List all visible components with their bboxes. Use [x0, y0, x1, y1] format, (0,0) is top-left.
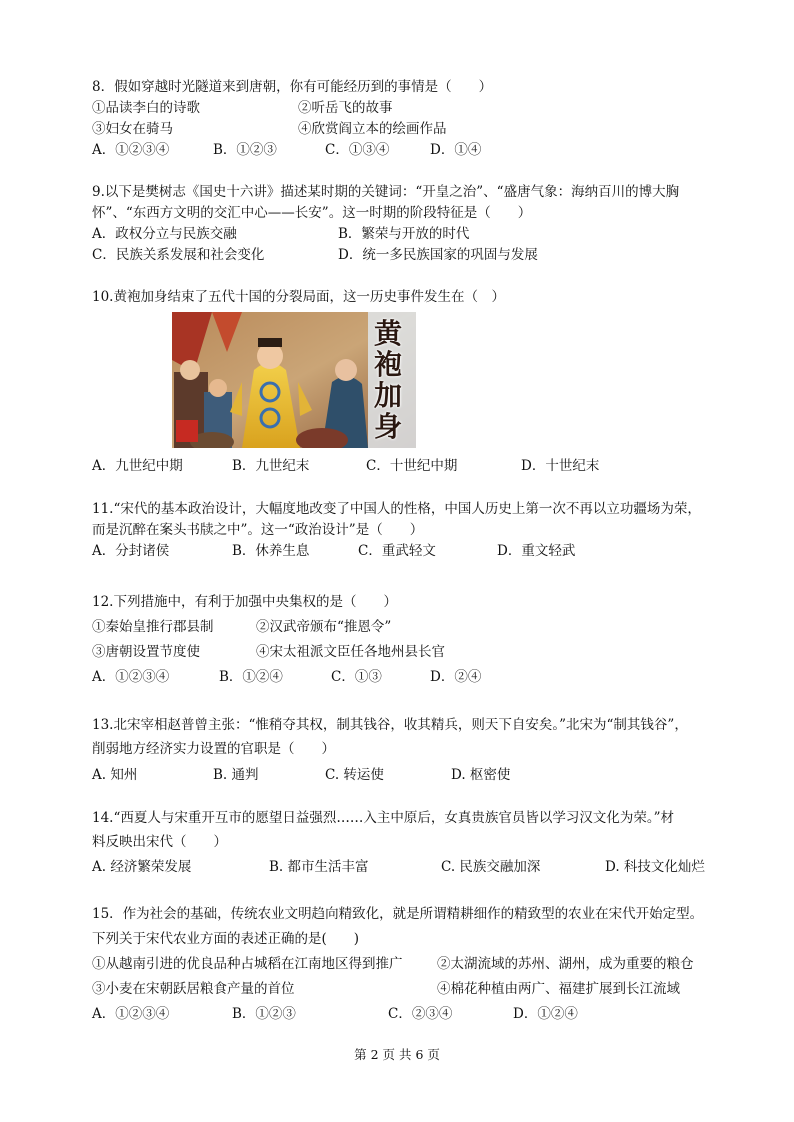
q14-option-b: B. 都市生活丰富 — [269, 859, 369, 875]
q12-item-1: ①秦始皇推行郡县制 — [92, 619, 214, 635]
q13-option-c: C. 转运使 — [325, 767, 384, 783]
q12-option-a: A．①②③④ — [92, 669, 170, 685]
q14-option-a: A. 经济繁荣发展 — [92, 859, 192, 875]
q10-stem: 10.黄袍加身结束了五代十国的分裂局面，这一历史事件发生在（ ） — [92, 289, 505, 305]
q12-stem: 12.下列措施中，有利于加强中央集权的是（ ） — [92, 594, 397, 610]
q12-option-b: B．①②④ — [219, 669, 283, 685]
q10-option-a: A．九世纪中期 — [92, 458, 183, 474]
q9-option-c: C．民族关系发展和社会变化 — [92, 247, 265, 263]
q15-item-2: ②太湖流域的苏州、湖州，成为重要的粮仓 — [437, 956, 694, 972]
q12-option-c: C．①③ — [331, 669, 382, 685]
q10-option-d: D．十世纪末 — [521, 458, 600, 474]
q14-stem-line1: 14.“西夏人与宋重开互市的愿望日益强烈……入主中原后，女真贵族官员皆以学习汉文化为荣。”材 — [92, 810, 675, 826]
q11-stem-line2: 而是沉醉在案头书牍之中”。这一“政治设计”是（ ） — [92, 522, 424, 538]
q11-option-c: C．重武轻文 — [358, 543, 436, 559]
q8-stem: 8．假如穿越时光隧道来到唐朝，你有可能经历到的事情是（ ） — [92, 79, 493, 95]
q8-item-2: ②听岳飞的故事 — [298, 100, 393, 116]
q14-option-d: D. 科技文化灿烂 — [605, 859, 705, 875]
q15-option-d: D．①②④ — [513, 1006, 578, 1022]
title-char-1: 黄 — [373, 317, 402, 350]
title-char-3: 加 — [373, 379, 402, 412]
page-number-footer: 第 2 页 共 6 页 — [354, 1047, 440, 1062]
q9-option-b: B．繁荣与开放的时代 — [338, 226, 470, 242]
q9-option-a: A．政权分立与民族交融 — [92, 226, 237, 242]
q13-option-b: B. 通判 — [213, 767, 259, 783]
q15-option-c: C．②③④ — [388, 1006, 453, 1022]
q15-stem-line2: 下列关于宋代农业方面的表述正确的是( ) — [92, 931, 360, 947]
q15-stem-line1: 15．作为社会的基础，传统农业文明趋向精致化，就是所谓精耕细作的精致型的农业在宋代开始定型。 — [92, 906, 704, 922]
q9-stem-line1: 9.以下是樊树志《国史十六讲》描述某时期的关键词：“开皇之治”、“盛唐气象：海纳百川的博大胸 — [92, 184, 680, 200]
q8-item-1: ①品读李白的诗歌 — [92, 100, 200, 116]
q8-option-d: D．①④ — [430, 142, 482, 158]
q9-option-d: D．统一多民族国家的巩固与发展 — [338, 247, 538, 263]
q9-stem-line2: 怀”、“东西方文明的交汇中心——长安”。这一时期的阶段特征是（ ） — [92, 205, 532, 221]
illustration-vertical-title — [368, 318, 408, 442]
q12-item-3: ③唐朝设置节度使 — [92, 644, 200, 660]
huangpao-jiashen-illustration — [172, 312, 416, 448]
title-char-2: 袍 — [373, 348, 402, 381]
q15-item-3: ③小麦在宋朝跃居粮食产量的首位 — [92, 981, 295, 997]
q11-stem-line1: 11.“宋代的基本政治设计，大幅度地改变了中国人的性格，中国人历史上第一次不再以立功疆场为荣， — [92, 501, 701, 517]
q13-option-a: A. 知州 — [92, 767, 138, 783]
q12-option-d: D．②④ — [430, 669, 482, 685]
q14-stem-line2: 料反映出宋代（ ） — [92, 834, 227, 850]
q10-option-b: B．九世纪末 — [232, 458, 310, 474]
q8-option-a: A．①②③④ — [92, 142, 170, 158]
q14-option-c: C. 民族交融加深 — [441, 859, 541, 875]
title-char-4: 身 — [373, 410, 402, 443]
q15-item-4: ④棉花种植由两广、福建扩展到长江流域 — [437, 981, 680, 997]
q13-stem-line2: 削弱地方经济实力设置的官职是（ ） — [92, 741, 335, 757]
q12-item-4: ④宋太祖派文臣任各地州县长官 — [256, 644, 445, 660]
q13-stem-line1: 13.北宋宰相赵普曾主张：“惟稍夺其权，制其钱谷，收其精兵，则天下自安矣。”北宋为“制其钱谷”， — [92, 717, 688, 733]
q8-option-b: B．①②③ — [213, 142, 277, 158]
q11-option-b: B．休养生息 — [232, 543, 310, 559]
q11-option-a: A．分封诸侯 — [92, 543, 170, 559]
q15-option-a: A．①②③④ — [92, 1006, 170, 1022]
q15-option-b: B．①②③ — [232, 1006, 296, 1022]
q10-option-c: C．十世纪中期 — [366, 458, 458, 474]
q13-option-d: D. 枢密使 — [451, 767, 511, 783]
q12-item-2: ②汉武帝颁布“推恩令” — [256, 619, 392, 635]
q8-option-c: C．①③④ — [325, 142, 390, 158]
q11-option-d: D．重文轻武 — [497, 543, 576, 559]
q8-item-4: ④欣赏阎立本的绘画作品 — [298, 121, 447, 137]
q8-item-3: ③妇女在骑马 — [92, 121, 173, 137]
q15-item-1: ①从越南引进的优良品种占城稻在江南地区得到推广 — [92, 956, 403, 972]
